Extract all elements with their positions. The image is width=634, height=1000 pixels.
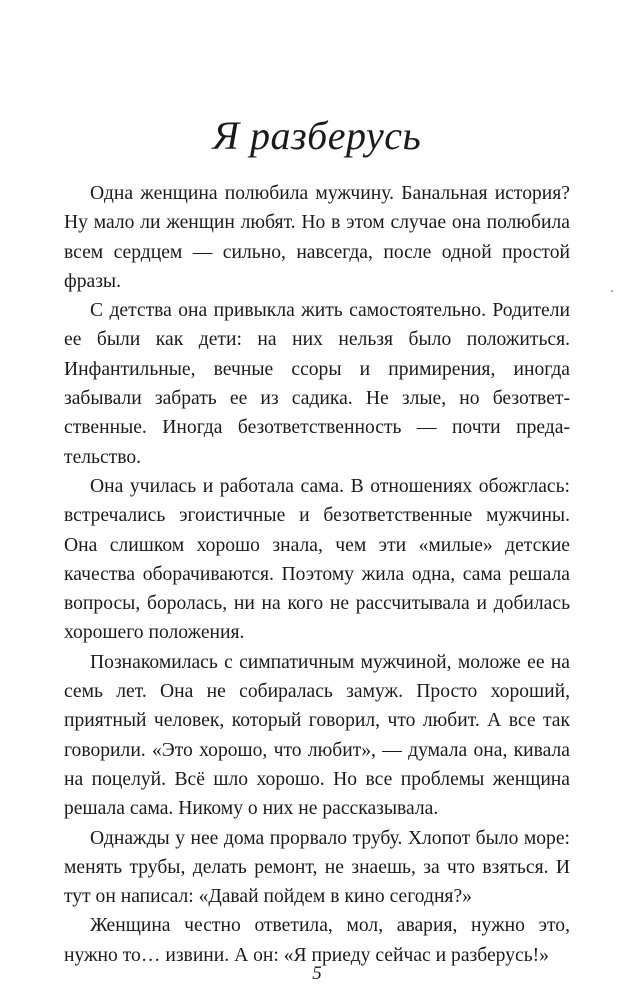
paragraph-5: Однажды у нее дома прорвало трубу. Хлопот было море: менять трубы, делать ремонт, не знаешь, за что взяться. И тут он написал: «Давай пойдем в кино сегодня?»	[64, 827, 570, 908]
paragraph-4: Познакомилась с симпатичным мужчиной, моложе ее на семь лет. Она не собиралась замуж. Просто хороший, приятный человек, который говорил, что любит. А все так говорили. «Это хорошо, что любит», — думала она, кивала на поцелуй. Всё шло хорошо. Но все проблемы женщина решала сама. Никому о них не рассказывала.	[64, 651, 570, 820]
page-number: 5	[312, 963, 322, 984]
paragraph-1: Одна женщина полюбила мужчину. Банальная история? Ну мало ли женщин любят. Но в этом случае она полюбила всем сердцем — сильно, навсегда, после одной простой фразы.	[64, 183, 570, 292]
margin-speck	[611, 290, 613, 292]
paragraph-3: Она училась и работала сама. В отношениях обожглась: встречались эгоистичные и безответственные мужчины. Она слишком хорошо знала, чем эти «милые» детские качества оборачиваются. Поэтому жила одна, сама решала вопросы, боролась, ни на кого не рассчитывала и добилась хорошего положения.	[64, 475, 570, 644]
body-text	[64, 179, 570, 970]
paragraph-2: С детства она привыкла жить самостоятельно. Родители ее были как дети: на них нельзя было положиться. Инфантильные, вечные ссоры и примирения, иногда забывали забрать ее из садика. Не злые, но безответственные. Иногда безответственность — почти предательство.	[64, 300, 570, 468]
chapter-title: Я разберусь	[212, 113, 422, 158]
paragraph-6: Женщина честно ответила, мол, авария, нужно это, нужно то… извини. А он: «Я приеду сейчас и разберусь!»	[64, 915, 570, 966]
